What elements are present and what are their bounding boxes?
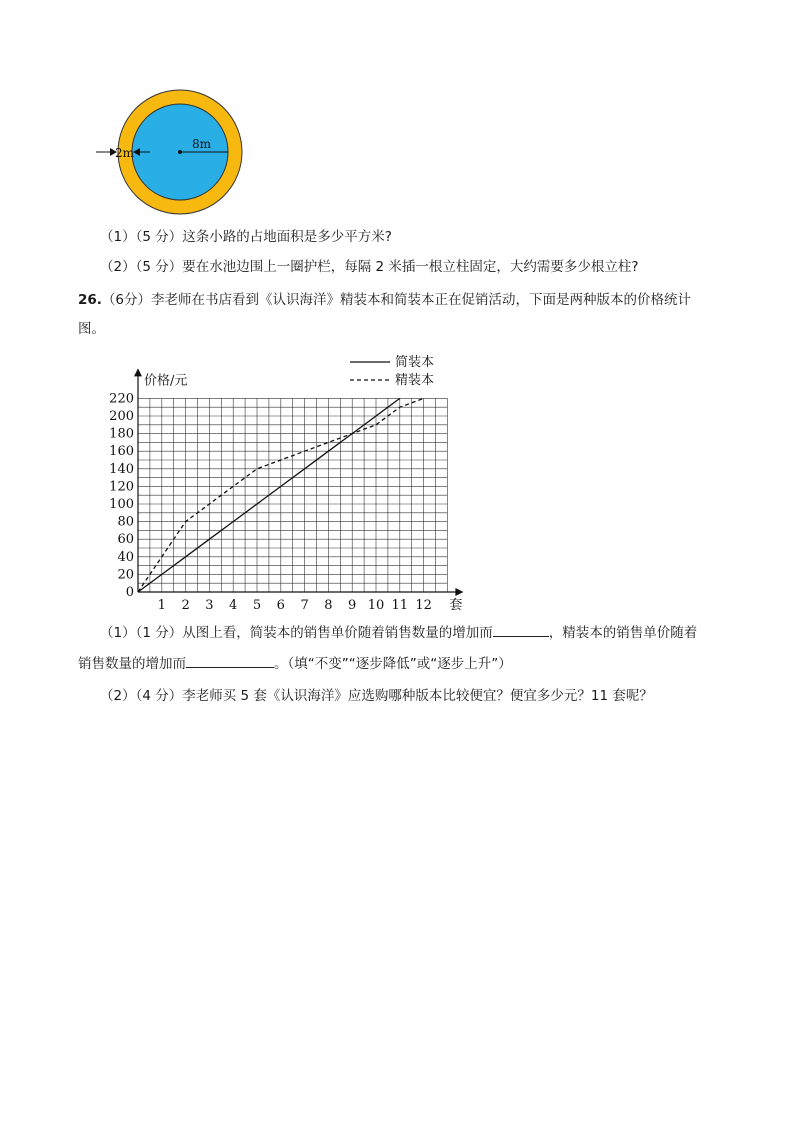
- q26-sub2-text: 李老师买 5 套《认识海洋》应选购哪种版本比较便宜？便宜多少元？11 套呢？: [182, 688, 653, 704]
- q26-stem-text: 李老师在书店看到《认识海洋》精装本和简装本正在促销活动，下面是两种版本的价格统计: [151, 292, 692, 308]
- q26-sub1-number: （1）（1 分）: [100, 625, 183, 641]
- x-tick-label: 9: [348, 598, 357, 613]
- path-width-label: 2m: [115, 146, 135, 160]
- y-tick-label: 40: [117, 549, 134, 565]
- x-tick-label: 2: [181, 598, 190, 613]
- q26-sub1-text-c: 销售数量的增加而: [78, 656, 186, 672]
- y-tick-label: 220: [109, 391, 134, 407]
- q26-sub1-text-b: ，精装本的销售单价随着: [548, 625, 698, 641]
- x-tick-label: 3: [205, 598, 214, 613]
- q26-sub2-number: （2）（4 分）: [100, 688, 183, 704]
- q26-sub1-text-a: 从图上看，简装本的销售单价随着销售数量的增加而: [182, 625, 493, 641]
- legend-label: 精装本: [395, 373, 435, 388]
- y-tick-label: 140: [109, 461, 134, 477]
- q26-stem-line2: [78, 319, 105, 339]
- answer-blank-1[interactable]: [493, 622, 549, 637]
- x-axis-label: 套: [449, 598, 463, 613]
- q26-number: 26.: [78, 292, 102, 308]
- x-tick-label: 12: [415, 598, 432, 613]
- y-tick-label: 160: [109, 444, 134, 460]
- y-tick-label: 60: [117, 532, 134, 548]
- y-tick-label: 200: [109, 409, 134, 424]
- x-axis-arrow: [455, 588, 463, 596]
- y-axis-label: 价格/元: [144, 373, 188, 389]
- price-chart: [109, 352, 463, 617]
- radius-label: 8m: [192, 137, 212, 151]
- q26-stem-text-end: 图。: [78, 321, 105, 337]
- x-tick-label: 8: [324, 598, 333, 613]
- y-axis-arrow: [134, 368, 142, 376]
- q26-sub1-text-d: 。（填“不变”“逐步降低”或“逐步上升”）: [274, 656, 512, 672]
- x-tick-label: 4: [229, 598, 238, 613]
- q25-sub1-text: 这条小路的占地面积是多少平方米?: [182, 229, 392, 245]
- y-tick-label: 80: [117, 514, 134, 530]
- x-tick-label: 10: [367, 598, 385, 613]
- x-tick-label: 5: [252, 598, 262, 613]
- answer-blank-2[interactable]: [186, 653, 274, 668]
- pool-path-figure: [90, 88, 250, 218]
- y-tick-label: 20: [117, 567, 134, 583]
- q26-sub2: [100, 686, 653, 706]
- q26-sub1-line1: [100, 622, 697, 643]
- y-tick-label: 0: [125, 585, 134, 600]
- q26-stem-line1: [78, 290, 691, 310]
- q25-sub1-number: （1）（5 分）: [100, 229, 183, 245]
- y-tick-label: 120: [109, 479, 134, 495]
- q25-sub1: [100, 227, 392, 247]
- q26-sub1-line2: [78, 653, 512, 674]
- legend-label: 简装本: [395, 355, 435, 370]
- x-tick-label: 1: [157, 598, 166, 613]
- y-tick-label: 100: [109, 497, 134, 512]
- x-tick-label: 6: [276, 598, 285, 613]
- x-tick-label: 7: [300, 598, 309, 613]
- q25-sub2-text: 要在水池边围上一圈护栏，每隔 2 米插一根立柱固定，大约需要多少根立柱?: [182, 259, 639, 275]
- y-tick-label: 180: [109, 426, 134, 442]
- q25-sub2: [100, 257, 639, 277]
- q25-sub2-number: （2）（5 分）: [100, 259, 183, 275]
- x-tick-label: 11: [391, 598, 409, 613]
- q26-points: （6分）: [101, 292, 152, 308]
